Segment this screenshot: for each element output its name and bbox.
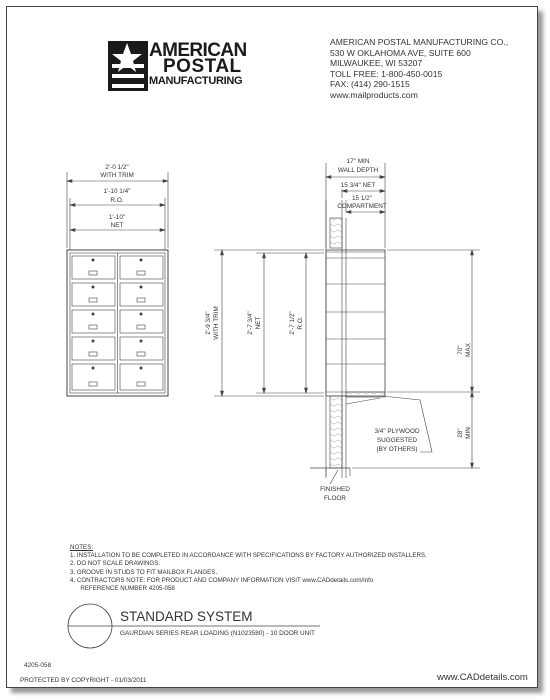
net-depth-value: 15 3/4" NET	[340, 182, 376, 189]
dim-ro-width: 1'-10 1/4"	[103, 188, 131, 195]
logo-line-american: AMERICAN	[149, 40, 247, 61]
height-ro-label: R.O.	[297, 316, 304, 330]
dim-net-width: 1'-10"	[108, 214, 126, 221]
copyright-text: PROTECTED BY COPYRIGHT - 01/03/2011	[20, 677, 147, 684]
company-fax: FAX: (414) 290-1515	[330, 79, 410, 90]
height-ro-value: 2'-7 1/2"	[289, 311, 296, 335]
note-item: 1. INSTALLATION TO BE COMPLETED IN ACCORDANCE WITH SPECIFICATIONS BY FACTORY AUTHORIZED INSTALLERS.	[70, 552, 427, 560]
plywood-note-3: (BY OTHERS)	[376, 446, 418, 453]
min-height-value: 28"	[457, 428, 464, 438]
note-item: 4. CONTRACTORS NOTE: FOR PRODUCT AND COMPANY INFORMATION VISIT www.CADdetails.com/info	[70, 576, 374, 584]
company-tollfree: TOLL FREE: 1-800-450-0015	[330, 68, 443, 79]
wall-depth-value: 17" MIN	[346, 158, 370, 165]
note-item: 2. DO NOT SCALE DRAWINGS.	[70, 560, 161, 568]
height-net-label: NET	[255, 316, 262, 330]
logo-line-manufacturing: MANUFACTURING	[149, 75, 243, 87]
height-trim-label: WITH TRIM	[213, 306, 220, 340]
dim-trim-label: WITH TRIM	[100, 172, 134, 179]
title-subtitle: GAURDIAN SERIES REAR LOADING (N1023580) - 10 DOOR UNIT	[120, 630, 315, 637]
dim-net-label: NET	[110, 222, 124, 229]
reference-number: 4205-058	[24, 662, 52, 669]
max-height-label: MAX	[465, 343, 472, 357]
dim-ro-label: R.O.	[110, 197, 124, 204]
front-view	[67, 172, 168, 396]
logo-line-postal: POSTAL	[163, 56, 242, 77]
compartment-label: COMPARTMENT	[337, 203, 387, 210]
wall-depth-label: WALL DEPTH	[337, 167, 379, 174]
front-dimension-labels	[100, 164, 134, 229]
company-address-1: 530 W OKLAHOMA AVE, SUITE 600	[330, 47, 471, 58]
company-address-2: MILWAUKEE, WI 53207	[330, 58, 423, 69]
compartment-value: 15 1/2"	[351, 195, 373, 202]
notes-block	[70, 544, 427, 593]
floor-label-2: FLOOR	[323, 495, 347, 502]
note-item: 3. GROOVE IN STUDS TO FIT MAILBOX FLANGES.	[70, 568, 218, 576]
company-name: AMERICAN POSTAL MANUFACTURING CO.,	[330, 37, 509, 47]
floor-label-1: FINISHED	[320, 486, 350, 493]
plywood-note-2: SUGGESTED	[376, 437, 418, 444]
note-item: REFERENCE NUMBER 4205-058	[70, 585, 175, 593]
title-main: STANDARD SYSTEM	[120, 609, 253, 624]
plywood-note-1: 3/4" PLYWOOD	[374, 428, 420, 435]
caddetails-link[interactable]: www.CADdetails.com	[437, 672, 528, 683]
max-height-value: 70"	[457, 345, 464, 355]
company-website: www.mailproducts.com	[330, 89, 418, 100]
height-trim-value: 2'-9 3/4"	[205, 311, 212, 335]
notes-header: NOTES:	[70, 544, 94, 551]
dim-trim-width: 2'-0 1/2"	[105, 164, 129, 171]
min-height-label: MIN	[465, 427, 472, 439]
height-net-value: 2'-7 3/4"	[247, 311, 254, 335]
